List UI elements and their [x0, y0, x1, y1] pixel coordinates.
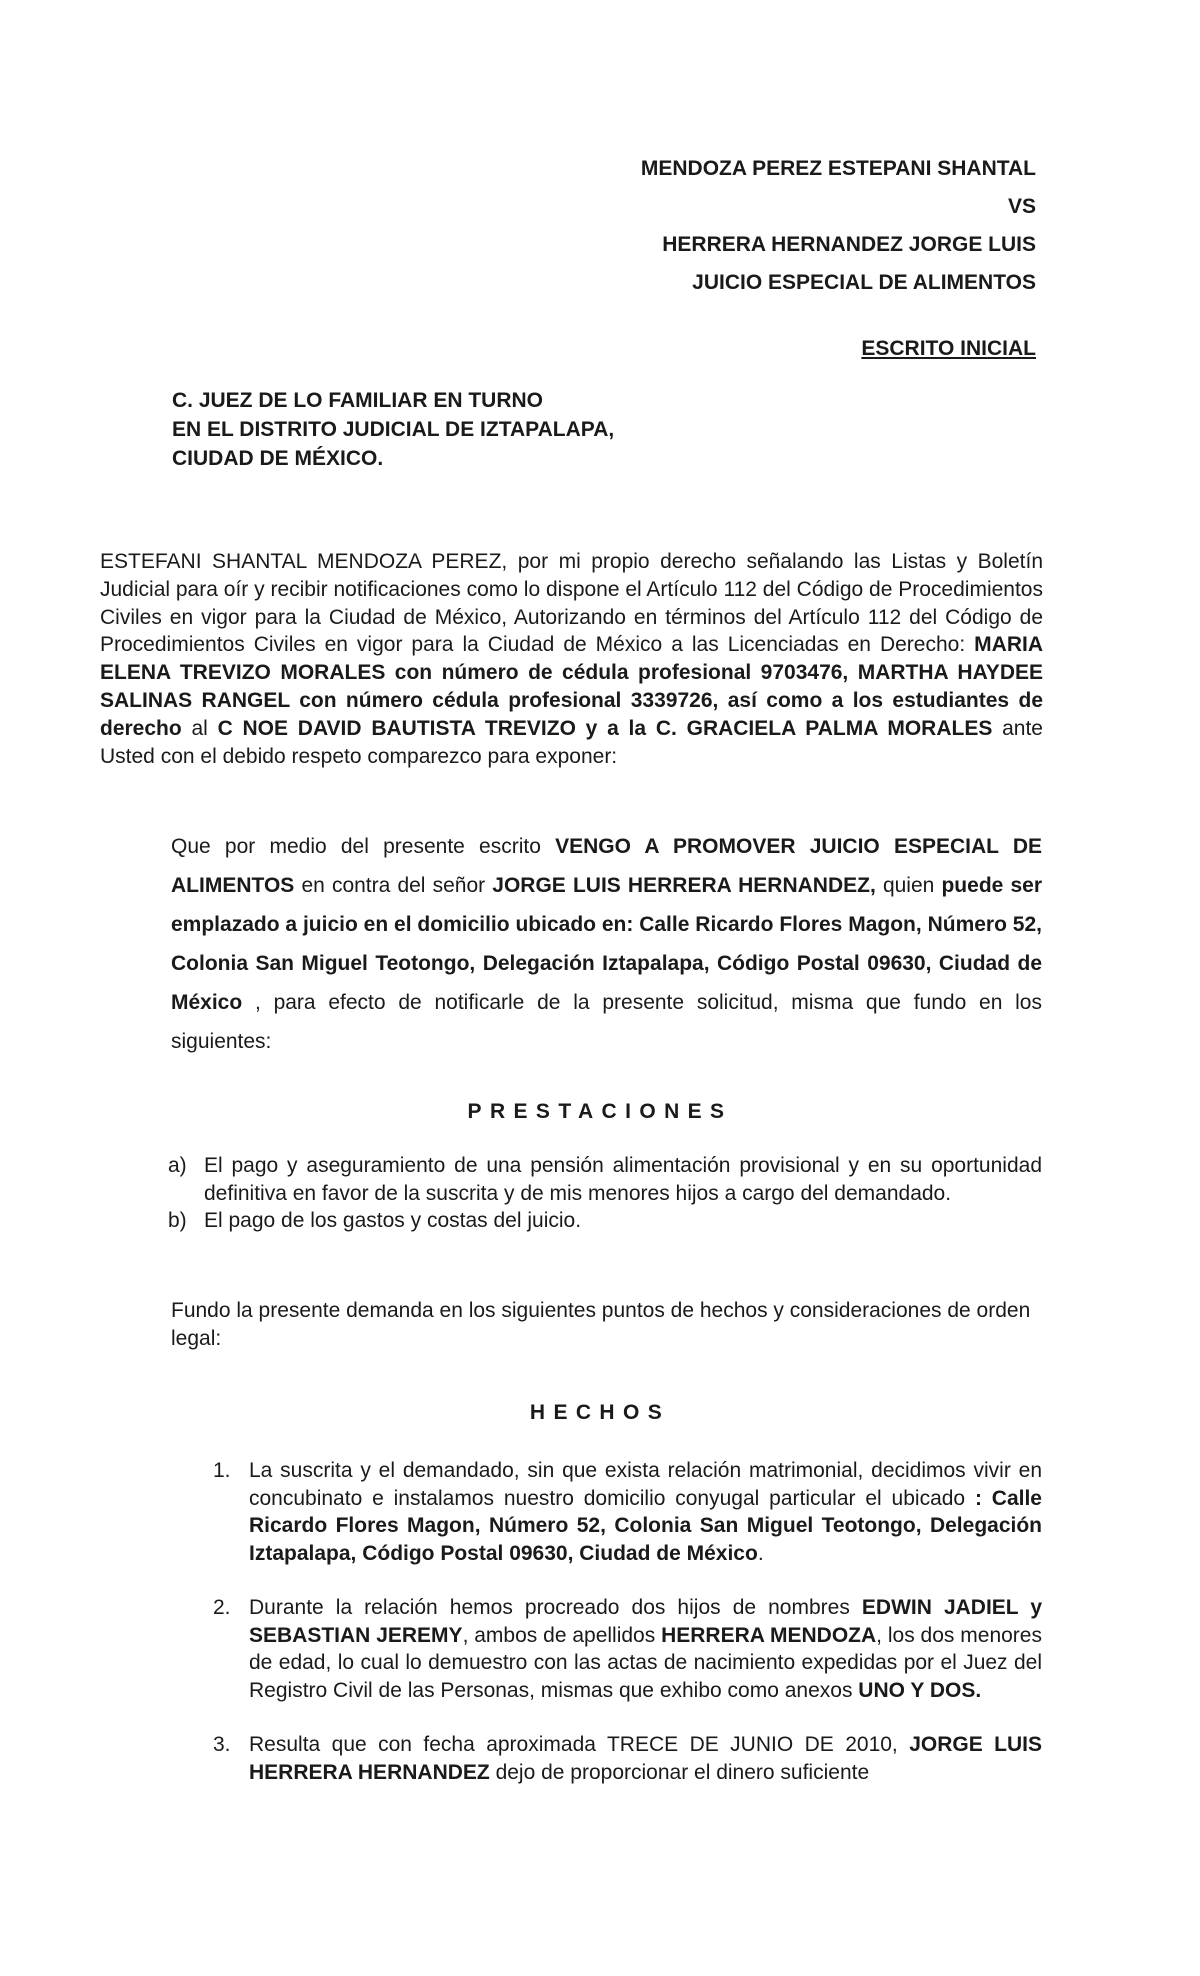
addressee-block: [172, 386, 614, 473]
hechos-list: [213, 1457, 1042, 1813]
list-item: a) El pago y aseguramiento de una pensión alimentación provisional y en su oportunidad definitiva en favor de la suscrita y de mis menores hijos a cargo del demandado.: [168, 1154, 1042, 1205]
prestaciones-list: [168, 1152, 1042, 1235]
addressee-line: C. JUEZ DE LO FAMILIAR EN TURNO: [172, 389, 544, 412]
list-item: 3. Resulta que con fecha aproximada TRECE DE JUNIO DE 2010, JORGE LUIS HERRERA HERNANDEZ dejo de proporcionar el dinero suficiente: [213, 1733, 1042, 1784]
list-item: 2. Durante la relación hemos procreado dos hijos de nombres EDWIN JADIEL y SEBASTIAN JEREMY, ambos de apellidos HERRERA MENDOZA, los dos menores de edad, lo cual lo demuestro con las actas de nacimiento expedidas por el Juez del Registro Civil de las Personas, mismas que exhibo como anexos UNO Y DOS.: [213, 1596, 1042, 1702]
defendant-name: HERRERA HERNANDEZ JORGE LUIS: [662, 233, 1036, 256]
case-caption: [641, 150, 1036, 368]
list-item: b) El pago de los gastos y costas del juicio.: [204, 1207, 1042, 1235]
list-marker: 2.: [213, 1596, 231, 1619]
grounds-paragraph: Fundo la presente demanda en los siguientes puntos de hechos y consideraciones de orden legal:: [171, 1299, 1031, 1350]
case-type: JUICIO ESPECIAL DE ALIMENTOS: [692, 271, 1036, 294]
document-type: ESCRITO INICIAL: [861, 337, 1036, 360]
list-marker: 3.: [213, 1733, 231, 1756]
intro-paragraph: ESTEFANI SHANTAL MENDOZA PEREZ, por mi propio derecho señalando las Listas y Boletín Judicial para oír y recibir notificaciones como lo dispone el Artículo 112 del Código de Procedimientos Civiles en vigor para la Ciudad de México, Autorizando en términos del Artículo 112 del Código de Procedimientos Civiles en vigor para la Ciudad de México a las Licenciadas en Derecho: MARIA ELENA TREVIZO MORALES con número de cédula profesional 9703476, MARTHA HAYDEE SALINAS RANGEL con número cédula profesional 3339726, así como a los estudiantes de derecho al C NOE DAVID BAUTISTA TREVIZO y a la C. GRACIELA PALMA MORALES ante Usted con el debido respeto comparezco para exponer:: [100, 550, 1043, 768]
list-marker: 1.: [213, 1459, 231, 1482]
list-marker: b): [168, 1209, 187, 1232]
addressee-line: CIUDAD DE MÉXICO.: [172, 447, 384, 470]
versus-label: VS: [1007, 195, 1036, 218]
prestaciones-heading: PRESTACIONES: [467, 1100, 733, 1123]
list-marker: a): [168, 1154, 187, 1177]
list-item: 1. La suscrita y el demandado, sin que exista relación matrimonial, decidimos vivir en concubinato e instalamos nuestro domicilio conyugal particular el ubicado : Calle Ricardo Flores Magon, Número 52, Colonia San Miguel Teotongo, Delegación Iztapalapa, Código Postal 09630, Ciudad de México.: [213, 1459, 1042, 1565]
petition-paragraph: Que por medio del presente escrito VENGO A PROMOVER JUICIO ESPECIAL DE ALIMENTOS en contra del señor JORGE LUIS HERRERA HERNANDEZ, quien puede ser emplazado a juicio en el domicilio ubicado en: Calle Ricardo Flores Magon, Número 52, Colonia San Miguel Teotongo, Delegación Iztapalapa, Código Postal 09630, Ciudad de México , para efecto de notificarle de la presente solicitud, misma que fundo en los siguientes:: [171, 835, 1042, 1053]
hechos-heading: HECHOS: [529, 1401, 671, 1424]
plaintiff-name: MENDOZA PEREZ ESTEPANI SHANTAL: [640, 157, 1036, 180]
addressee-line: EN EL DISTRITO JUDICIAL DE IZTAPALAPA,: [172, 418, 615, 441]
